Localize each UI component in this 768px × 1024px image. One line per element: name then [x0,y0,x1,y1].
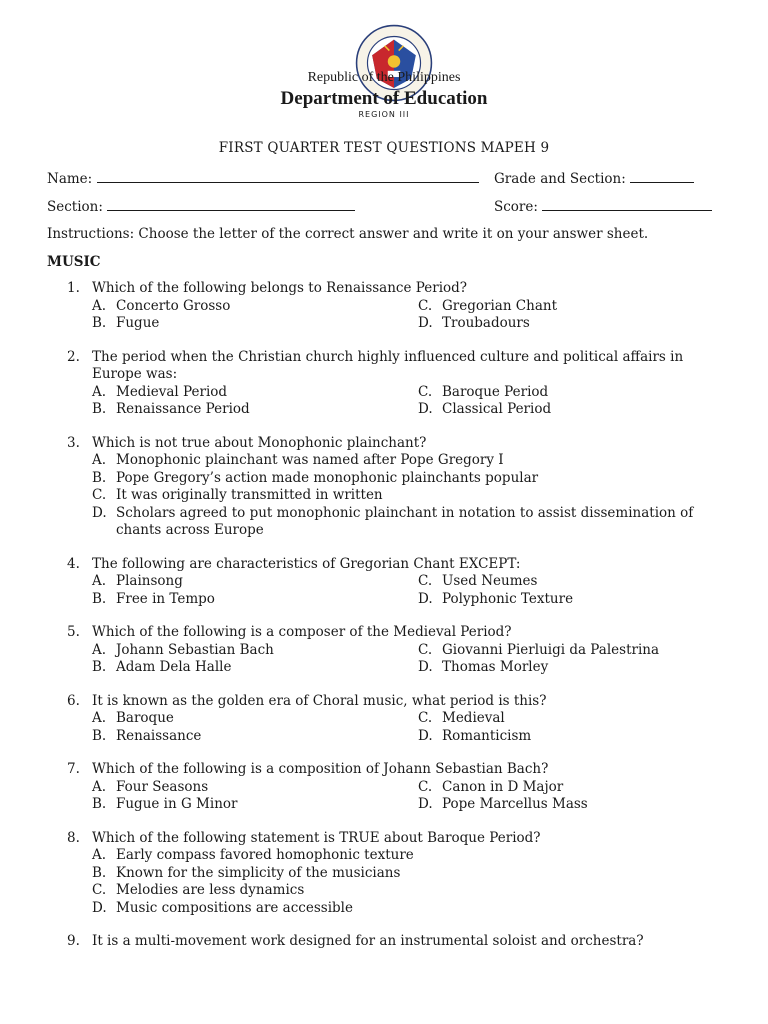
score-blank[interactable] [542,198,712,211]
question-text: Which of the following is a composition of Johann Sebastian Bach? [92,761,549,777]
option-text: Known for the simplicity of the musicians [116,864,401,881]
option-letter: C. [418,383,433,400]
answer-option [418,796,718,814]
answer-option [92,710,418,728]
question-item [0,624,768,677]
option-text: Romanticism [442,727,532,744]
option-text: Free in Tempo [116,590,215,607]
question-number: 8. [67,829,80,846]
option-letter: D. [418,796,433,812]
option-letter: A. [92,710,107,726]
answer-option [92,470,712,488]
question-text: The following are characteristics of Gregorian Chant EXCEPT: [92,555,521,572]
option-letter: B. [92,315,107,331]
option-letter: D. [418,727,433,744]
option-letter: D. [418,659,433,675]
answer-option [92,298,418,316]
option-text: Troubadours [442,315,530,331]
question-list [0,280,768,967]
answer-option [92,591,418,609]
option-text: Thomas Morley [442,659,549,675]
answer-option [418,401,718,419]
option-letter: A. [92,847,107,863]
option-letter: A. [92,778,107,795]
option-text: Polyphonic Texture [442,590,574,607]
answer-option [418,315,718,333]
grade-section-blank[interactable] [630,170,694,183]
question-text: It is known as the golden era of Choral music, what period is this? [92,692,547,709]
answer-option [418,728,718,746]
question-number: 9. [67,933,80,949]
option-letter: C. [418,573,433,589]
option-text: Renaissance [116,727,202,744]
answer-option [92,900,712,918]
option-text: Pope Marcellus Mass [442,796,588,812]
answer-option [418,642,718,660]
answer-option [92,642,418,660]
option-letter: A. [92,573,107,589]
option-text: Fugue in G Minor [116,796,238,812]
answer-option [92,796,418,814]
grade-section-label: Grade and Section: [494,171,626,187]
answer-option [92,847,712,865]
option-text: Monophonic plainchant was named after Pope Gregory I [116,452,504,468]
option-letter: A. [92,452,107,468]
answer-option [92,865,712,883]
answer-option [92,659,418,677]
answer-options [92,298,768,333]
test-title: FIRST QUARTER TEST QUESTIONS MAPEH 9 [218,140,550,156]
name-field[interactable] [47,170,479,187]
option-text: Melodies are less dynamics [116,882,305,898]
option-letter: B. [92,590,107,607]
option-letter: D. [92,899,107,916]
answer-options [92,710,768,745]
option-text: Early compass favored homophonic texture [116,847,414,863]
option-letter: D. [418,401,433,417]
option-letter: C. [418,710,433,726]
question-text: Which of the following statement is TRUE about Baroque Period? [92,829,541,846]
answer-option [92,728,418,746]
question-number: 2. [67,348,80,365]
option-text: Four Seasons [116,778,209,795]
grade-section-field[interactable] [494,170,694,187]
option-letter: C. [418,778,433,795]
answer-options [92,847,712,917]
question-text: Which is not true about Monophonic plainchant? [92,434,427,451]
question-number: 7. [67,761,80,777]
question-item [0,280,768,333]
option-letter: A. [92,297,107,314]
option-text: Fugue [116,315,160,331]
question-item [0,556,768,609]
question-number: 4. [67,555,80,572]
answer-options [92,642,768,677]
option-text: Giovanni Pierluigi da Palestrina [442,641,660,658]
option-text: Johann Sebastian Bach [116,641,274,658]
answer-option [92,384,418,402]
answer-option [92,505,712,540]
option-text: Music compositions are accessible [116,899,353,916]
answer-option [418,659,718,677]
option-text: Medieval Period [116,383,228,400]
name-label: Name: [47,171,93,187]
answer-option [92,452,712,470]
question-item [0,349,768,419]
option-text: Adam Dela Halle [116,659,232,675]
question-item [0,693,768,746]
question-number: 6. [67,692,80,709]
answer-options [92,452,712,540]
option-letter: C. [92,882,107,898]
option-letter: B. [92,727,107,744]
question-text: The period when the Christian church highly influenced culture and political affairs in Europe was: [92,348,684,382]
option-text: Pope Gregory’s action made monophonic plainchants popular [116,469,539,486]
question-text: It is a multi-movement work designed for an instrumental soloist and orchestra? [92,933,644,949]
question-item [0,933,768,951]
option-letter: B. [92,796,107,812]
answer-option [418,298,718,316]
question-number: 3. [67,434,80,451]
option-letter: C. [92,487,107,503]
instructions: Instructions: Choose the letter of the correct answer and write it on your answer sheet. [47,226,649,242]
option-letter: A. [92,383,107,400]
answer-option [418,710,718,728]
option-letter: B. [92,401,107,417]
section-field[interactable] [47,198,355,215]
region-label: REGION III [358,110,410,119]
option-letter: B. [92,469,107,486]
question-text: Which of the following is a composer of the Medieval Period? [92,624,512,640]
answer-options [92,384,768,419]
score-field[interactable] [494,198,712,215]
answer-option [92,573,418,591]
option-letter: B. [92,659,107,675]
option-text: Used Neumes [442,573,538,589]
option-text: Medieval [442,710,505,726]
question-item [0,435,768,540]
question-item [0,830,768,918]
score-label: Score: [494,199,538,215]
option-text: Canon in D Major [442,778,564,795]
question-number: 1. [67,280,80,296]
answer-option [92,315,418,333]
republic-line: Republic of the Philippines [307,70,461,85]
option-letter: B. [92,864,107,881]
option-letter: A. [92,641,107,658]
name-blank[interactable] [97,170,479,183]
answer-options [92,779,768,814]
option-text: Baroque [116,710,174,726]
answer-option [418,573,718,591]
option-letter: D. [418,315,433,331]
section-label: Section: [47,199,103,215]
option-text: It was originally transmitted in written [116,487,383,503]
option-letter: D. [418,590,433,607]
option-text: Plainsong [116,573,183,589]
section-blank[interactable] [107,198,355,211]
section-heading-music: MUSIC [47,254,101,270]
option-letter: D. [92,504,107,521]
answer-option [418,779,718,797]
question-text: Which of the following belongs to Renaissance Period? [92,280,468,296]
option-letter: C. [418,297,433,314]
question-item [0,761,768,814]
option-text: Renaissance Period [116,401,250,417]
option-text: Concerto Grosso [116,297,231,314]
answer-option [92,779,418,797]
answer-options [92,573,768,608]
option-text: Baroque Period [442,383,549,400]
department-name: Department of Education [280,88,488,109]
question-number: 5. [67,624,80,640]
option-text: Scholars agreed to put monophonic plainchant in notation to assist dissemination of chants across Europe [116,504,694,538]
option-letter: C. [418,641,433,658]
answer-option [92,401,418,419]
option-text: Classical Period [442,401,552,417]
answer-option [92,882,712,900]
answer-option [418,384,718,402]
answer-option [92,487,712,505]
option-text: Gregorian Chant [442,297,557,314]
answer-option [418,591,718,609]
